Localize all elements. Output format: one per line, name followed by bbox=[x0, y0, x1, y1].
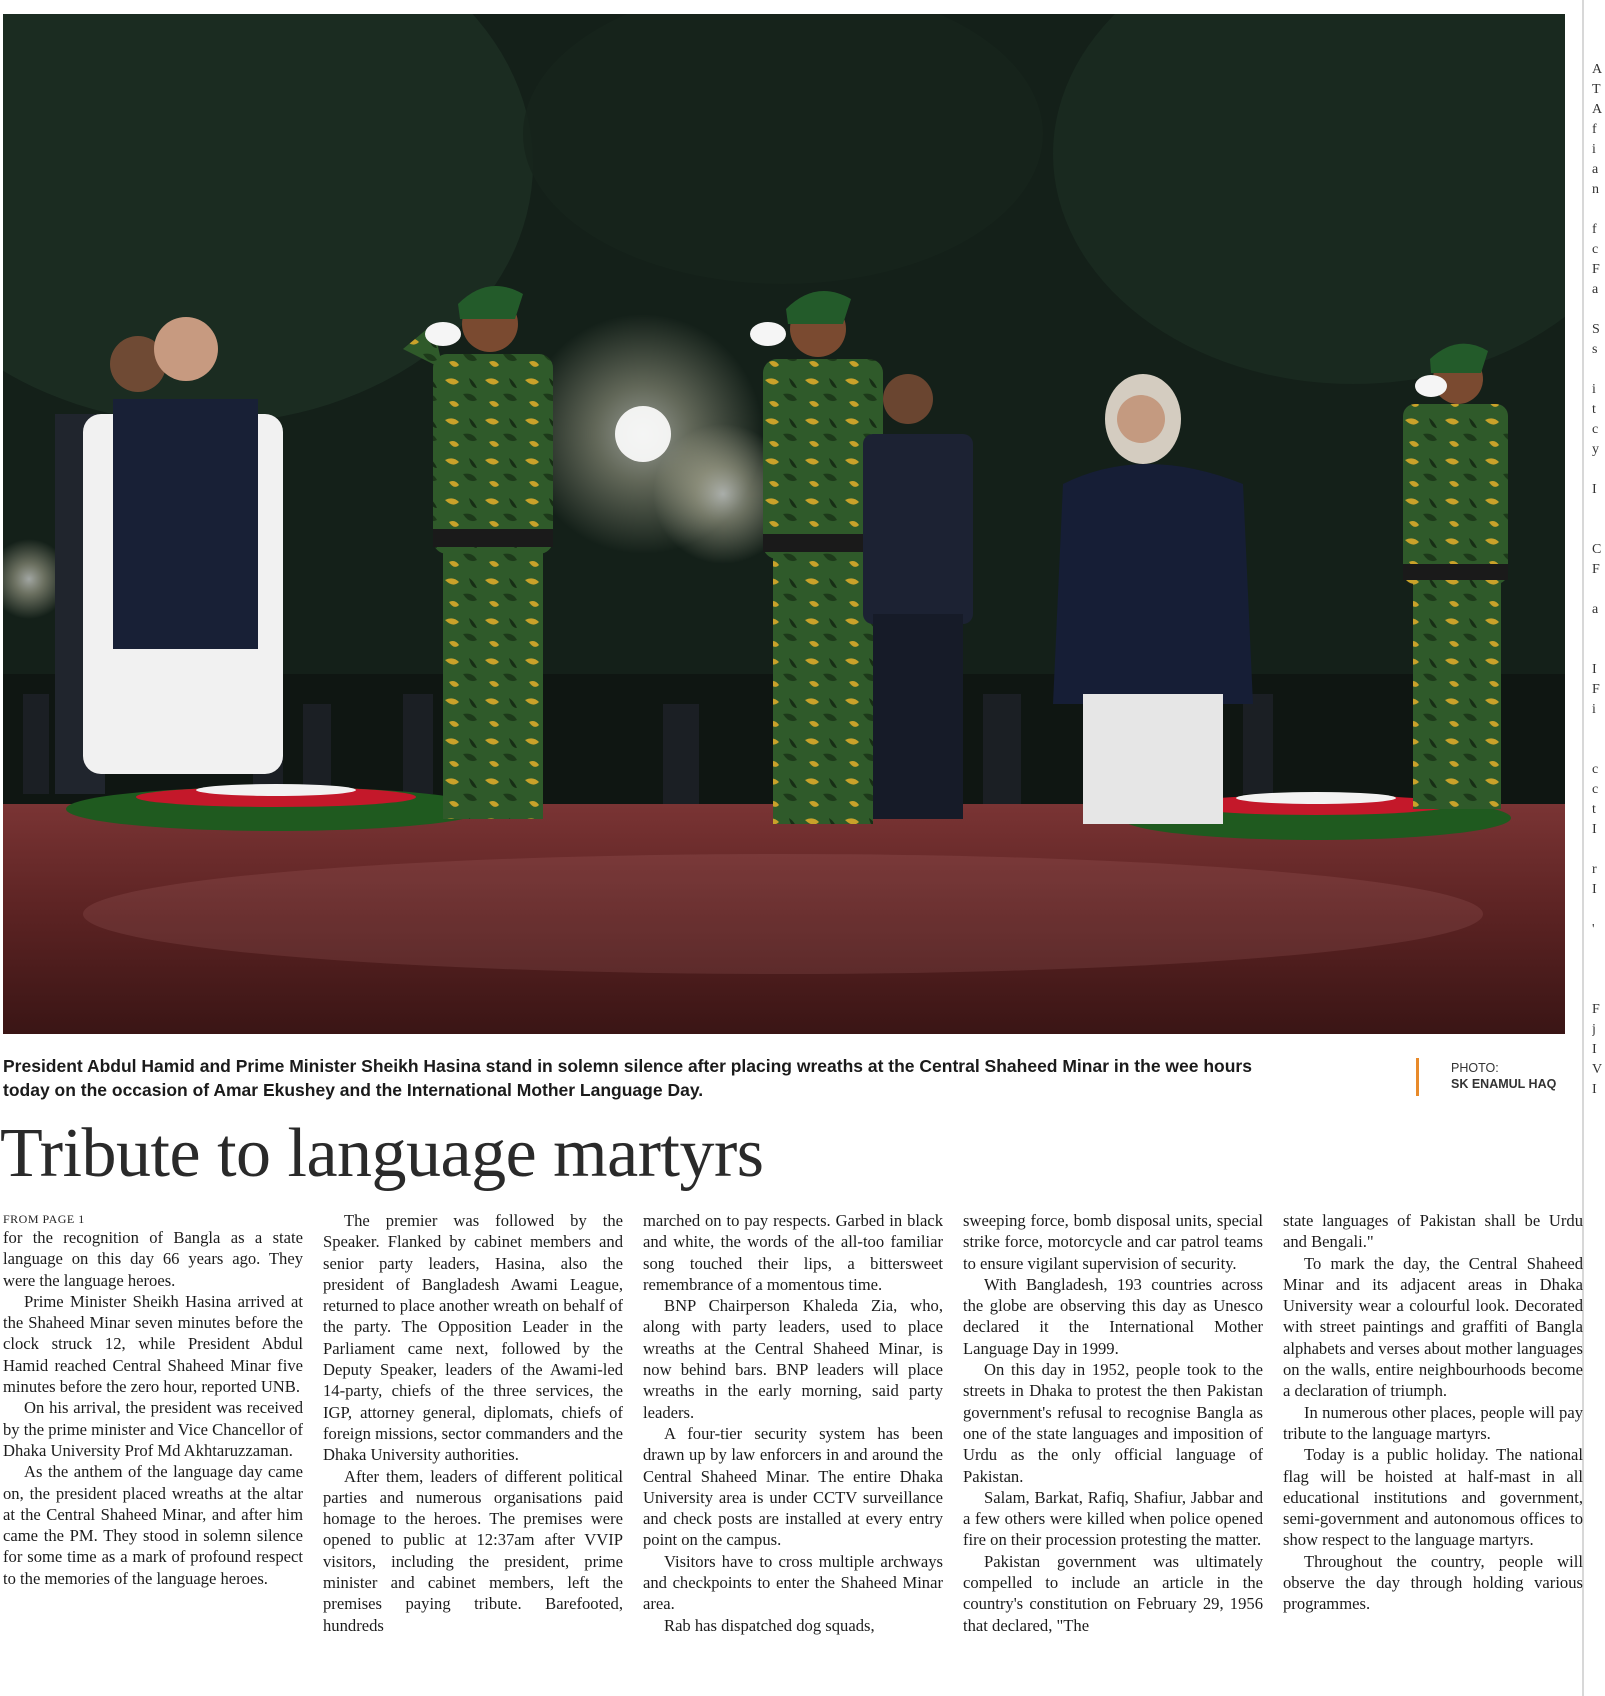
edge-letter: I bbox=[1592, 882, 1597, 897]
edge-letter: F bbox=[1592, 1002, 1600, 1017]
paragraph: After them, leaders of different political parties and numerous organisations paid homage to the heroes. The premises were opened to public at 12:37am after VVIP visitors, including the president, prime minister and cabinet members, left the premises paying tribute. Barefooted, hundreds bbox=[323, 1466, 623, 1635]
edge-letter: i bbox=[1592, 382, 1596, 397]
edge-letter: c bbox=[1592, 762, 1599, 777]
ceremony-photo bbox=[3, 14, 1565, 1034]
paragraph: Prime Minister Sheikh Hasina arrived at the Shaheed Minar seven minutes before the clock struck 12, while President Abdul Hamid reached Central Shaheed Minar five minutes before the zero hour, reported UNB. bbox=[3, 1291, 303, 1397]
article-column-1 bbox=[3, 1210, 303, 1680]
article-headline: Tribute to language martyrs bbox=[0, 1115, 764, 1192]
edge-letter: I bbox=[1592, 1042, 1597, 1057]
edge-letter: n bbox=[1592, 182, 1599, 197]
article-column-3 bbox=[643, 1210, 943, 1680]
paragraph: On this day in 1952, people took to the streets in Dhaka to protest the then Pakistan government's refusal to recognise Bangla as one of the state languages and imposition of Urdu as the only official language of Pakistan. bbox=[963, 1360, 1263, 1486]
photo-credit-label: PHOTO: bbox=[1451, 1061, 1499, 1075]
edge-letter: c bbox=[1592, 422, 1599, 437]
paragraph: The premier was followed by the Speaker. Flanked by cabinet members and senior party leaders, Hasina, also the president of Bangladesh Awami League, returned to place another wreath on behalf of the party. The Opposition Leader in the Parliament came next, followed by the Deputy Speaker, leaders of the Awami-led 14-party, chiefs of the three services, the IGP, attorney general, diplomats, chiefs of foreign missions, sector commanders and the Dhaka University authorities. bbox=[323, 1211, 623, 1465]
edge-letter: t bbox=[1592, 802, 1596, 817]
credit-accent-bar bbox=[1416, 1058, 1419, 1096]
edge-letter: T bbox=[1592, 82, 1601, 97]
edge-letter bbox=[1592, 740, 1605, 760]
edge-letter: A bbox=[1592, 102, 1603, 117]
paragraph: sweeping force, bomb disposal units, special strike force, motorcycle and car patrol teams to ensure vigilant supervision of security. bbox=[963, 1211, 1263, 1273]
edge-letter bbox=[1592, 640, 1605, 660]
article-column-4 bbox=[963, 1210, 1263, 1680]
paragraph: marched on to pay respects. Garbed in black and white, the words of the all-too familiar song touched their lips, a bittersweet remembrance of a momentous time. bbox=[643, 1211, 943, 1294]
edge-letter: a bbox=[1592, 282, 1599, 297]
edge-letter: f bbox=[1592, 222, 1597, 237]
edge-letter: i bbox=[1592, 142, 1596, 157]
paragraph: Pakistan government was ultimately compelled to include an article in the country's constitution on February 29, 1956 that declared, "The bbox=[963, 1551, 1263, 1635]
edge-letter bbox=[1592, 300, 1605, 320]
paragraph: To mark the day, the Central Shaheed Minar and its adjacent areas in Dhaka University wear a colourful look. Decorated with street paintings and graffiti of Bangla alphabets and verses about mother languages on the walls, entire neighbourhoods become a declaration of triumph. bbox=[1283, 1253, 1583, 1401]
edge-letter: I bbox=[1592, 482, 1597, 497]
edge-letter: I bbox=[1592, 662, 1597, 677]
continuation-kicker: FROM PAGE 1 bbox=[3, 1212, 85, 1226]
edge-letter: A bbox=[1592, 62, 1603, 77]
paragraph: state languages of Pakistan shall be Urdu and Bengali." bbox=[1283, 1211, 1583, 1252]
edge-letter: I bbox=[1592, 822, 1597, 837]
paragraph: As the anthem of the language day came on, the president placed wreaths at the altar at the Central Shaheed Minar, and after him came the PM. They stood in solemn silence for some time as a mark of profound respect to the memories of the language heroes. bbox=[3, 1462, 303, 1588]
photo-credit bbox=[1451, 1060, 1556, 1092]
paragraph: Salam, Barkat, Rafiq, Shafiur, Jabbar and a few others were killed when police opened fire on their procession protesting the matter. bbox=[963, 1487, 1263, 1550]
edge-letter: C bbox=[1592, 542, 1602, 557]
photo-illustration bbox=[3, 14, 1565, 1034]
edge-letter bbox=[1592, 960, 1605, 980]
edge-letter: r bbox=[1592, 862, 1597, 877]
paragraph: With Bangladesh, 193 countries across the globe are observing this day as Unesco declared it the International Mother Language Day in 1999. bbox=[963, 1274, 1263, 1358]
paragraph: Today is a public holiday. The national flag will be hoisted at half-mast in all educational institutions and government, semi-government and autonomous offices to show respect to the language martyrs. bbox=[1283, 1445, 1583, 1550]
edge-letter: F bbox=[1592, 682, 1600, 697]
edge-letter bbox=[1592, 460, 1605, 480]
edge-letter: a bbox=[1592, 162, 1599, 177]
photo-caption: President Abdul Hamid and Prime Minister Sheikh Hasina stand in solemn silence after placing wreaths at the Central Shaheed Minar in the wee hours today on the occasion of Amar Ekushey and the International Mother Language Day. bbox=[3, 1056, 1252, 1100]
edge-letter bbox=[1592, 900, 1605, 920]
edge-letter: F bbox=[1592, 562, 1600, 577]
edge-letter bbox=[1592, 200, 1605, 220]
article-body bbox=[3, 1210, 1583, 1680]
edge-letter bbox=[1592, 980, 1605, 1000]
edge-letter bbox=[1592, 520, 1605, 540]
edge-letter: I bbox=[1592, 1082, 1597, 1097]
edge-letter: t bbox=[1592, 402, 1596, 417]
photo-credit-name: SK ENAMUL HAQ bbox=[1451, 1077, 1557, 1091]
edge-letter bbox=[1592, 360, 1605, 380]
paragraph: A four-tier security system has been drawn up by law enforcers in and around the Central Shaheed Minar. The entire Dhaka University area is under CCTV surveillance and check posts are installed at every entry point on the campus. bbox=[643, 1423, 943, 1550]
article-column-2 bbox=[323, 1210, 623, 1680]
edge-letter: V bbox=[1592, 1062, 1603, 1077]
paragraph: On his arrival, the president was received by the prime minister and Vice Chancellor of Dhaka University Prof Md Akhtaruzzaman. bbox=[3, 1398, 303, 1460]
edge-letter: ' bbox=[1592, 922, 1595, 937]
edge-letter bbox=[1592, 580, 1605, 600]
edge-letter bbox=[1592, 840, 1605, 860]
paragraph: BNP Chairperson Khaleda Zia, who, along with party leaders, used to place wreaths at the Central Shaheed Minar, is now behind bars. BNP leaders will place wreaths in the early morning, said party leaders. bbox=[643, 1296, 943, 1422]
edge-letter bbox=[1592, 620, 1605, 640]
edge-letter: i bbox=[1592, 702, 1596, 717]
paragraph: for the recognition of Bangla as a state language on this day 66 years ago. They were the language heroes. bbox=[3, 1228, 303, 1290]
edge-letter bbox=[1592, 720, 1605, 740]
paragraph: Rab has dispatched dog squads, bbox=[664, 1615, 875, 1635]
edge-letter: c bbox=[1592, 782, 1599, 797]
paragraph: Throughout the country, people will observe the day through holding various programmes. bbox=[1283, 1551, 1583, 1614]
edge-letter bbox=[1592, 500, 1605, 520]
edge-letter: f bbox=[1592, 122, 1597, 137]
paragraph: Visitors have to cross multiple archways and checkpoints to enter the Shaheed Minar area. bbox=[643, 1551, 943, 1614]
edge-letter: F bbox=[1592, 262, 1600, 277]
edge-letter: c bbox=[1592, 242, 1599, 257]
edge-letter: y bbox=[1592, 442, 1599, 457]
edge-letter: S bbox=[1592, 322, 1600, 337]
edge-letter: a bbox=[1592, 602, 1599, 617]
edge-letter: s bbox=[1592, 342, 1598, 357]
edge-letter: j bbox=[1592, 1022, 1596, 1037]
article-column-5 bbox=[1283, 1210, 1583, 1680]
paragraph: In numerous other places, people will pay tribute to the language martyrs. bbox=[1283, 1402, 1583, 1443]
adjacent-column-edge bbox=[1592, 60, 1605, 1680]
edge-letter bbox=[1592, 940, 1605, 960]
